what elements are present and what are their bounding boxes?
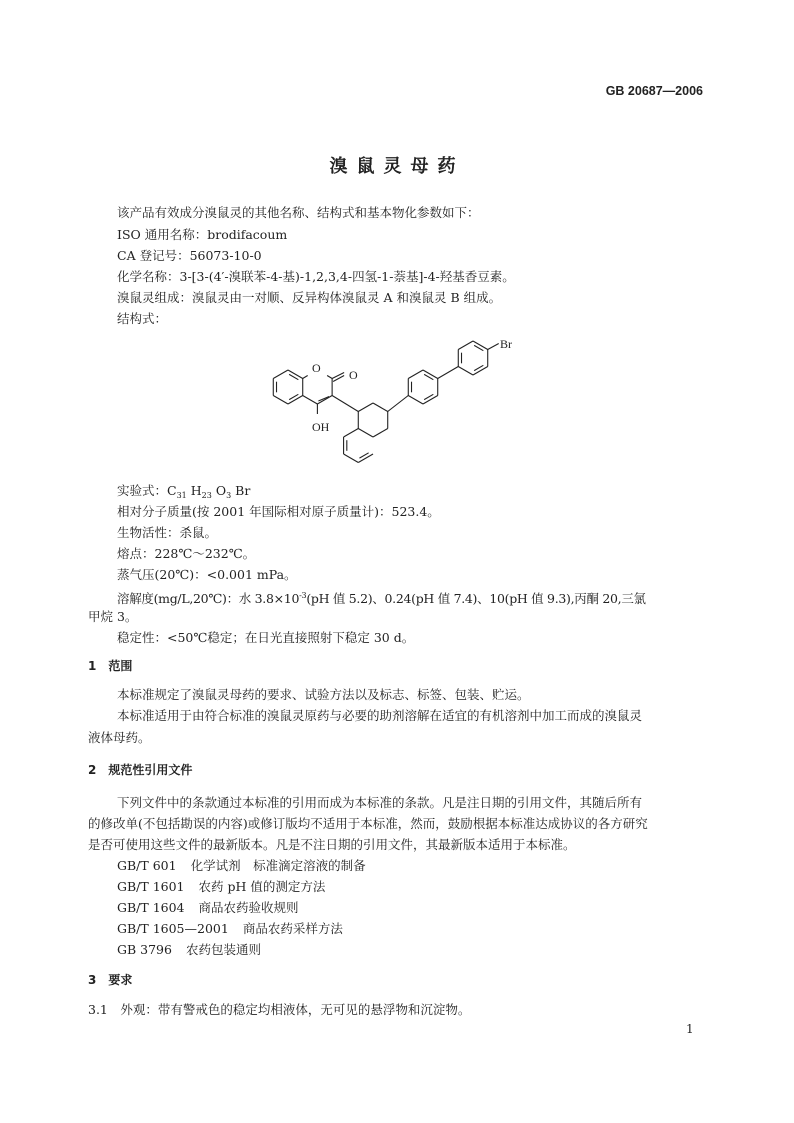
reference-title: 商品农药采样方法 xyxy=(242,921,343,936)
reference-item xyxy=(117,858,366,874)
solubility-part2: (pH 值 5.2)、0.24(pH 值 7.4)、10(pH 值 9.3),丙酮 20,三氯 xyxy=(306,591,646,606)
bond xyxy=(423,396,438,405)
section-1-p2-cont: 液体母药。 xyxy=(88,730,151,745)
standard-number: GB 20687—2006 xyxy=(605,84,703,98)
solubility-exponent: -3 xyxy=(299,591,307,600)
reference-item xyxy=(117,921,343,937)
bond xyxy=(408,396,423,405)
bond xyxy=(273,396,288,405)
bond xyxy=(388,396,409,412)
bond xyxy=(273,370,288,379)
section-1-p1: 本标准规定了溴鼠灵母药的要求、试验方法以及标志、标签、包装、贮运。 xyxy=(117,687,530,702)
bond xyxy=(332,373,344,379)
molar-mass: 相对分子质量(按 2001 年国际相对原子质量计)：523.4。 xyxy=(117,504,440,519)
bond xyxy=(473,341,488,350)
page-title: 溴鼠灵母药 xyxy=(329,156,465,177)
bond xyxy=(317,396,332,405)
iso-name: ISO 通用名称：brodifacoum xyxy=(117,227,288,242)
reference-title: 农药 pH 值的测定方法 xyxy=(198,879,326,894)
formula-o: O xyxy=(211,483,227,498)
reference-title: 商品农药验收规则 xyxy=(198,900,299,915)
intro-lead: 该产品有效成分溴鼠灵的其他名称、结构式和基本物化参数如下： xyxy=(117,205,480,220)
atom-o-carbonyl: O xyxy=(349,368,358,382)
bond xyxy=(327,376,332,379)
structure-label: 结构式： xyxy=(117,311,168,326)
chemical-name: 化学名称：3-[3-(4′-溴联苯-4-基)-1,2,3,4-四氢-1-萘基]-4-羟基香豆素。 xyxy=(117,269,515,284)
section-2-heading: 2 规范性引用文件 xyxy=(88,763,193,777)
bond xyxy=(458,367,473,376)
atom-hydroxyl: OH xyxy=(312,420,330,434)
reference-code: GB/T 1604 xyxy=(117,900,185,915)
formula-o-count: 3 xyxy=(226,491,232,500)
bond xyxy=(408,370,423,379)
vapor-pressure: 蒸气压(20℃)：<0.001 mPa。 xyxy=(117,567,297,582)
formula-h-count: 23 xyxy=(201,491,212,500)
section-1-heading: 1 范围 xyxy=(88,659,133,673)
formula-h: H xyxy=(186,483,202,498)
bond xyxy=(438,367,459,379)
bioactivity: 生物活性：杀鼠。 xyxy=(117,525,218,540)
reference-item xyxy=(117,900,299,916)
bond xyxy=(473,367,488,376)
section-2-p1: 下列文件中的条款通过本标准的引用而成为本标准的条款。凡是注日期的引用文件，其随后所有 xyxy=(117,795,643,810)
double-bond xyxy=(333,376,344,382)
reference-title: 农药包装通则 xyxy=(185,942,261,957)
bond xyxy=(458,341,473,350)
formula-c-count: 31 xyxy=(176,491,187,500)
structural-formula xyxy=(0,0,794,480)
bond xyxy=(373,403,388,412)
item-3-1: 3.1 外观：带有警戒色的稳定均相液体，无可见的悬浮物和沉淀物。 xyxy=(88,1002,471,1017)
reference-item xyxy=(117,942,261,958)
section-2-p1-line3: 是否可使用这些文件的最新版本。凡是不注日期的引用文件，其最新版本适用于本标准。 xyxy=(88,837,576,852)
page-number: 1 xyxy=(686,1022,694,1036)
solubility-part1: 溶解度(mg/L,20℃)：水 3.8×10 xyxy=(117,591,300,606)
bond xyxy=(423,370,438,379)
composition: 溴鼠灵组成：溴鼠灵由一对顺、反异构体溴鼠灵 A 和溴鼠灵 B 组成。 xyxy=(117,290,502,305)
bond xyxy=(488,344,499,350)
reference-title: 化学试剂 标准滴定溶液的制备 xyxy=(190,858,366,873)
formula-br: Br xyxy=(231,483,251,498)
ca-number: CA 登记号：56073-10-0 xyxy=(117,248,262,263)
bond xyxy=(303,376,308,379)
atom-bromine: Br xyxy=(500,337,512,351)
reference-code: GB/T 1601 xyxy=(117,879,185,894)
bond xyxy=(288,370,303,379)
solubility-cont: 甲烷 3。 xyxy=(88,609,138,624)
section-3-heading: 3 要求 xyxy=(88,973,133,987)
melting-point: 熔点：228℃～232℃。 xyxy=(117,546,256,561)
formula-c: C xyxy=(167,483,177,498)
bond xyxy=(358,429,373,438)
stability: 稳定性：<50℃稳定；在日光直接照射下稳定 30 d。 xyxy=(117,630,415,645)
bond xyxy=(303,396,318,405)
reference-code: GB 3796 xyxy=(117,942,172,957)
atom-o-ring: O xyxy=(312,361,321,375)
empirical-formula xyxy=(117,483,250,504)
section-1-p2: 本标准适用于由符合标准的溴鼠灵原药与必要的助剂溶解在适宜的有机溶剂中加工而成的溴鼠灵 xyxy=(117,708,643,723)
reference-item xyxy=(117,879,325,895)
section-2-p1-line2: 的修改单(不包括勘误的内容)或修订版均不适用于本标准，然而，鼓励根据本标准达成协议的各方研究 xyxy=(88,816,648,831)
bond xyxy=(344,429,359,438)
formula-label: 实验式： xyxy=(117,483,168,498)
bond xyxy=(332,396,358,412)
bond xyxy=(373,429,388,438)
bond xyxy=(358,454,373,463)
reference-code: GB/T 601 xyxy=(117,858,177,873)
reference-code: GB/T 1605—2001 xyxy=(117,921,229,936)
bond xyxy=(288,396,303,405)
bond xyxy=(358,403,373,412)
bond xyxy=(344,454,359,463)
solubility xyxy=(117,588,646,607)
